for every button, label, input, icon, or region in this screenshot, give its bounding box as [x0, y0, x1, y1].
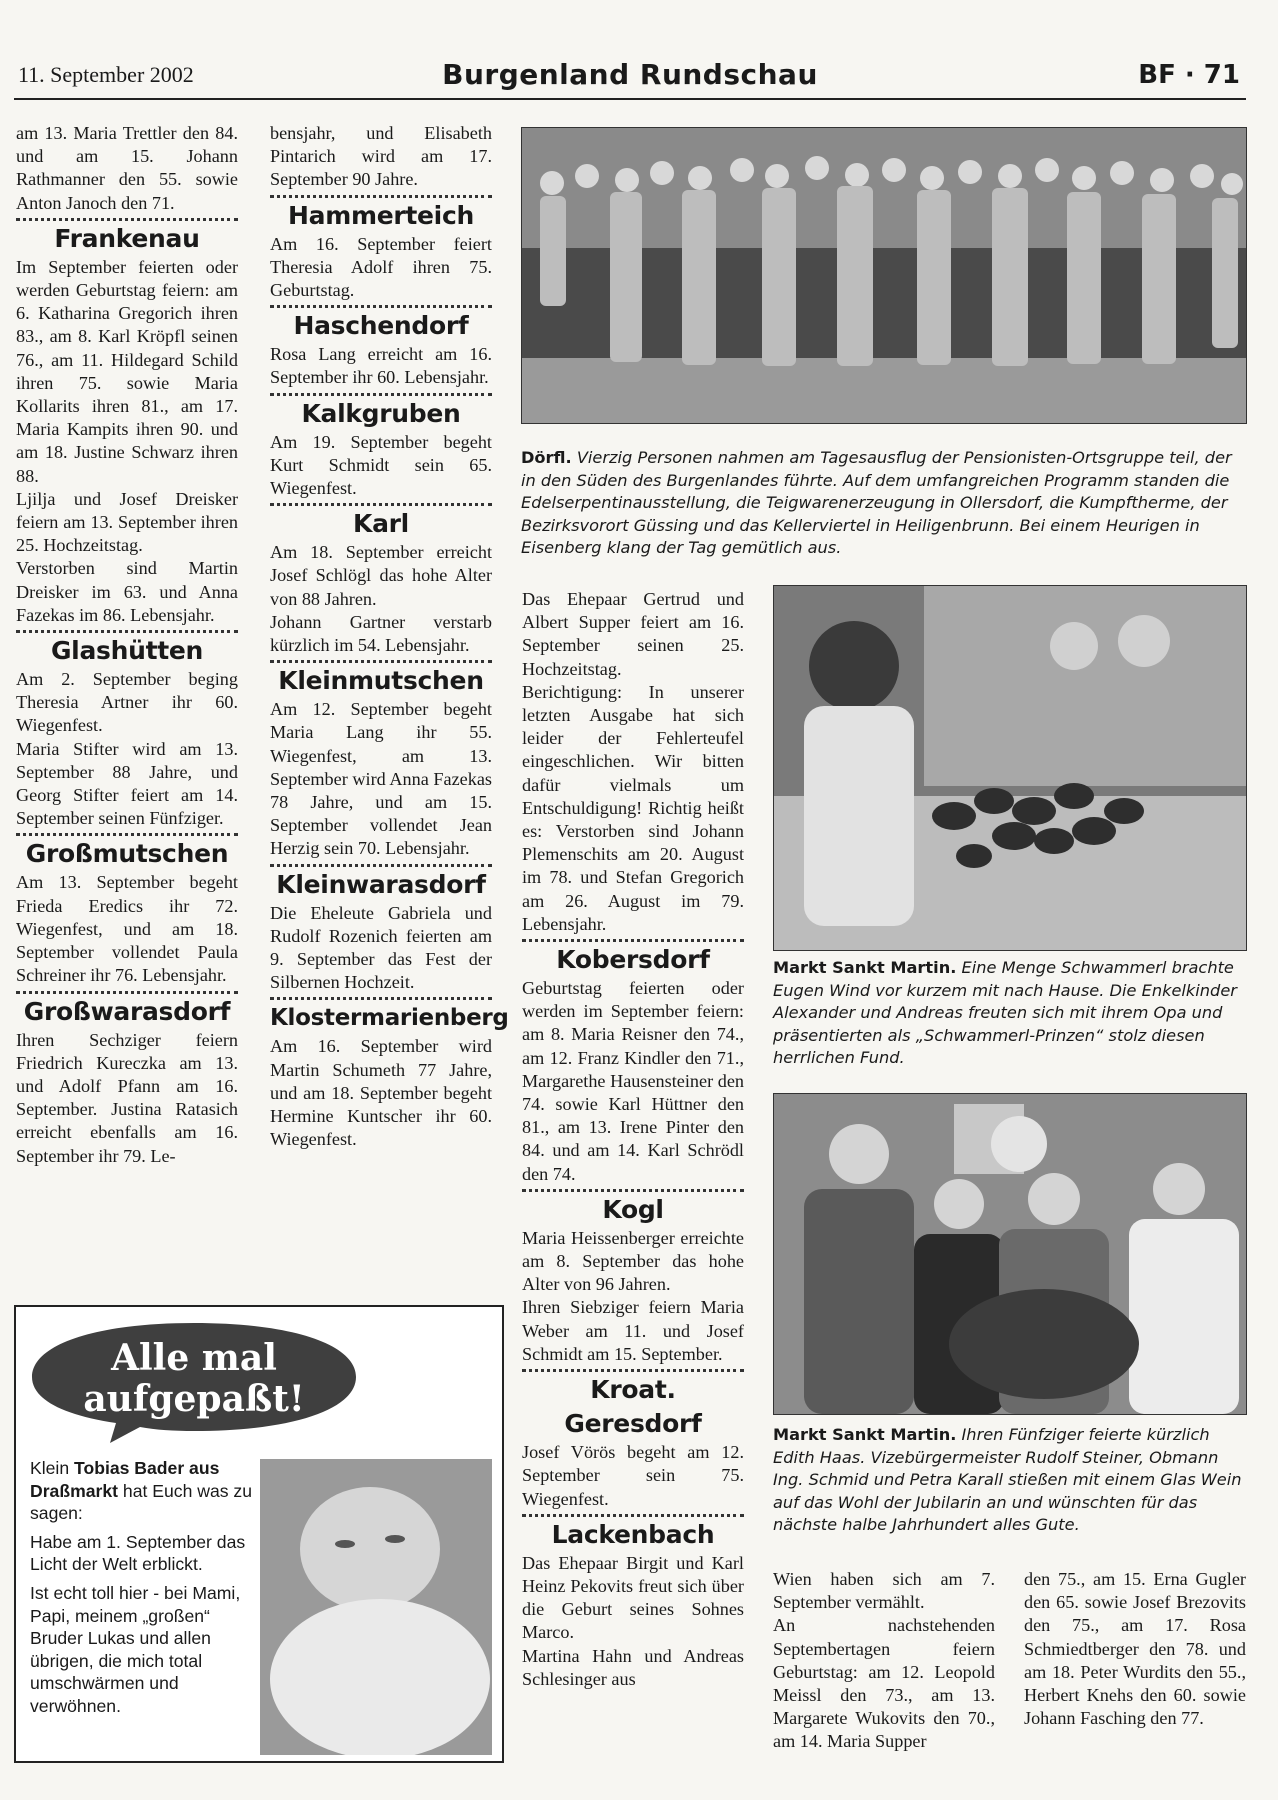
- column-3: [522, 588, 744, 1691]
- article-text: den 75., am 15. Erna Gugler den 65. sowie Josef Brezovits den 75., am 17. Rosa Schmiedtberger den 78. und am 18. Peter Wurdits den 55., Herbert Knehs den 60. sowie Johann Fasching den 77.: [1024, 1569, 1246, 1729]
- article-text: Wien haben sich am 7. September vermählt.: [773, 1569, 995, 1613]
- article-text: Am 16. September wird Martin Schumeth 77 Jahre, und am 18. September begeht Hermine Kuntscher ihr 60. Wiegenfest.: [270, 1036, 492, 1150]
- divider: [16, 833, 238, 836]
- section-heading-haschendorf: Haschendorf: [293, 311, 469, 341]
- article-text: Johann Gartner verstarb kürzlich im 54. Lebensjahr.: [270, 611, 492, 656]
- birth-announcement: [14, 1305, 504, 1763]
- issue-date: 11. September 2002: [18, 62, 194, 87]
- divider: [16, 991, 238, 994]
- carryover-text: bensjahr, und Elisabeth Pintarich wird am 17. September 90 Jahre.: [270, 123, 492, 190]
- divider: [270, 864, 492, 867]
- article-text: Am 12. September begeht Maria Lang ihr 55. Wiegenfest, am 13. September wird Anna Fazekas 78 Jahre, und am 15. September vollendet Jean Herzig sein 70. Lebensjahr.: [270, 699, 492, 859]
- carryover-text: am 13. Maria Trettler den 84. und am 15. Johann Rathmanner den 55. sowie Anton Janoch den 71.: [16, 123, 238, 213]
- caption-text: Vierzig Personen nahmen am Tagesausflug der Pensionisten-Ortsgruppe teil, der in den Süden des Burgenlandes führte. Auf dem umfangreichen Programm standen die Edelserpentinausstellung, die Teigwarenerzeugung in Ollersdorf, die Kumpftherme, der Bezirksvorort Güssing und das Kellerviertel in Heiligenbrunn. Bei einem Heurigen in Eisenberg klang der Tag gemütlich aus.: [521, 448, 1232, 557]
- caption-text: Ihren Fünfziger feierte kürzlich Edith Haas. Vizebürgermeister Rudolf Steiner, Obmann Ing. Schmid und Petra Karall stießen mit einem Glas Wein auf das Wohl der Jubilarin an und wünschten für das nächste halbe Jahrhundert alles Gute.: [773, 1425, 1242, 1534]
- divider: [270, 660, 492, 663]
- section-heading-kalkgruben: Kalkgruben: [301, 398, 461, 428]
- article-text: Verstorben sind Martin Dreisker im 63. und Anna Fazekas im 86. Lebensjahr.: [16, 558, 238, 625]
- column-4: [773, 1568, 995, 1754]
- article-text: Das Ehepaar Gertrud und Albert Supper feiert am 16. September seinen 25. Hochzeitstag.: [522, 589, 744, 679]
- baby-photo: [260, 1459, 492, 1755]
- section-heading-klostermarienberg: Klostermarienberg: [270, 1005, 509, 1032]
- caption-group-photo: [521, 447, 1245, 560]
- article-text: Das Ehepaar Birgit und Karl Heinz Pekovits freut sich über die Geburt seines Sohnes Marco.: [522, 1552, 744, 1643]
- article-text: Ljilja und Josef Dreisker feiern am 13. September ihren 25. Hochzeitstag.: [16, 488, 238, 556]
- announcement-paragraph: Habe am 1. September das Licht der Welt erblickt.: [30, 1531, 246, 1575]
- section-heading-kobersdorf: Kobersdorf: [556, 945, 710, 975]
- intro-text: hat Euch was zu sagen:: [30, 1480, 252, 1524]
- section-heading-kogl: Kogl: [602, 1194, 664, 1224]
- page-header: [14, 58, 1246, 100]
- section-heading-lackenbach: Lackenbach: [551, 1519, 715, 1549]
- article-text: Am 2. September beging Theresia Artner ihr 60. Wiegenfest.: [16, 669, 238, 736]
- article-text: An nachstehenden Septembertagen feiern Geburtstag: am 12. Leopold Meissl den 73., am 13. Margarete Wukovits den 70., am 14. Maria Supper: [773, 1615, 995, 1752]
- page-number: BF · 71: [1138, 60, 1240, 90]
- divider: [270, 195, 492, 198]
- divider: [270, 393, 492, 396]
- speech-bubble: [24, 1315, 364, 1445]
- divider: [270, 503, 492, 506]
- divider: [522, 1514, 744, 1517]
- article-text: Berichtigung: In unserer letzten Ausgabe hat sich leider der Fehlerteufel eingeschlichen. Wir bitten dafür vielmals um Entschuldigung! Richtig heißt es: Verstorben sind Johann Plemenschits am 20. August im 78. und Stefan Gregorich am 26. August im 79. Lebensjahr.: [522, 681, 744, 934]
- announcement-paragraph: Ist echt toll hier - bei Mami, Papi, meinem „großen“ Bruder Lukas und allen übrigen, die mich total umschwärmen und verwöhnen.: [30, 1582, 241, 1716]
- article-text: Am 16. September feiert Theresia Adolf ihren 75. Geburtstag.: [270, 233, 492, 301]
- section-heading-grosswarasdorf: Großwarasdorf: [23, 996, 231, 1026]
- article-text: Rosa Lang erreicht am 16. September ihr 60. Lebensjahr.: [270, 344, 492, 388]
- group-photo: [521, 127, 1247, 424]
- article-text: Am 18. September erreicht Josef Schlögl das hohe Alter von 88 Jahren.: [270, 542, 492, 609]
- bubble-line-1: Alle mal: [111, 1337, 277, 1379]
- caption-place: Dörfl.: [521, 448, 572, 467]
- baby-name: Tobias Bader aus Draßmarkt: [30, 1458, 220, 1501]
- caption-place: Markt Sankt Martin.: [773, 1425, 957, 1444]
- caption-place: Markt Sankt Martin.: [773, 958, 957, 977]
- section-heading-karl: Karl: [353, 509, 409, 539]
- article-text: Maria Heissenberger erreichte am 8. September das hohe Alter von 96 Jahren.: [522, 1227, 744, 1295]
- divider: [270, 997, 492, 1000]
- announcement-text: [30, 1457, 266, 1724]
- divider: [522, 1189, 744, 1192]
- article-text: Am 13. September begeht Frieda Eredics ihr 72. Wiegenfest, und am 18. September vollendet Paula Schreiner ihr 76. Lebensjahr.: [16, 872, 238, 986]
- column-5: [1024, 1568, 1246, 1730]
- section-heading-kleinmutschen: Kleinmutschen: [278, 666, 484, 696]
- article-text: Am 19. September begeht Kurt Schmidt sein 65. Wiegenfest.: [270, 431, 492, 499]
- bubble-line-2: aufgepaßt!: [83, 1378, 305, 1420]
- divider: [16, 218, 238, 221]
- newspaper-title: Burgenland Rundschau: [442, 58, 818, 91]
- divider: [16, 630, 238, 633]
- divider: [270, 305, 492, 308]
- divider: [522, 1369, 744, 1372]
- section-heading-kleinwarasdorf: Kleinwarasdorf: [276, 869, 486, 899]
- article-text: Geburtstag feierten oder werden im September feiern: am 8. Maria Reisner den 74., am 12. Franz Kindler den 71., Margarethe Hausensteiner den 74. sowie Karl Hüttner den 81., am 13. Irene Pinter den 84. und am 14. Karl Schrödl den 74.: [522, 978, 744, 1184]
- article-text: Im September feierten oder werden Geburtstag feiern: am 6. Katharina Gregorich ihren 83., am 8. Karl Kröpfl seinen 76., am 11. Hildegard Schild ihren 75. sowie Maria Kollarits ihren 81., am 17. Maria Kampits ihren 90. und am 18. Justine Schwarz ihren 88.: [16, 256, 238, 486]
- caption-birthday-photo: [773, 1424, 1245, 1537]
- caption-text: Eine Menge Schwammerl brachte Eugen Wind vor kurzem mit nach Hause. Die Enkelkinder Alexander und Andreas freuten sich mit ihrem Opa und präsentierten als „Schwammerl-Prinzen“ stolz diesen herrlichen Fund.: [773, 958, 1237, 1067]
- section-heading-hammerteich: Hammerteich: [288, 200, 474, 230]
- article-text: Ihren Siebziger feiern Maria Weber am 11. und Josef Schmidt am 15. September.: [522, 1297, 744, 1364]
- article-text: Maria Stifter wird am 13. September 88 Jahre, und Georg Stifter feiert am 14. September seinen Fünfziger.: [16, 738, 238, 829]
- column-1: [16, 122, 238, 1168]
- birthday-photo: [773, 1093, 1247, 1415]
- article-text: Die Eheleute Gabriela und Rudolf Rozenich feierten am 9. September das Fest der Silbernen Hochzeit.: [270, 902, 492, 993]
- section-heading-kroat-geresdorf: Kroat. Geresdorf: [564, 1375, 702, 1439]
- mushroom-photo: [773, 585, 1247, 951]
- section-heading-frankenau: Frankenau: [54, 223, 200, 253]
- caption-mushroom-photo: [773, 957, 1245, 1070]
- article-text: Ihren Sechziger feiern Friedrich Kureczka am 13. und Adolf Pfann am 16. September. Justina Ratasich erreicht ebenfalls am 16. September ihr 79. Le-: [16, 1029, 238, 1166]
- intro-text: Klein: [30, 1458, 75, 1478]
- column-2: [270, 122, 509, 1152]
- article-text: Martina Hahn und Andreas Schlesinger aus: [522, 1645, 744, 1689]
- section-heading-grossmutschen: Großmutschen: [25, 839, 229, 869]
- article-text: Josef Vörös begeht am 12. September sein 75. Wiegenfest.: [522, 1442, 744, 1509]
- section-heading-glashuetten: Glashütten: [50, 636, 204, 666]
- divider: [522, 939, 744, 942]
